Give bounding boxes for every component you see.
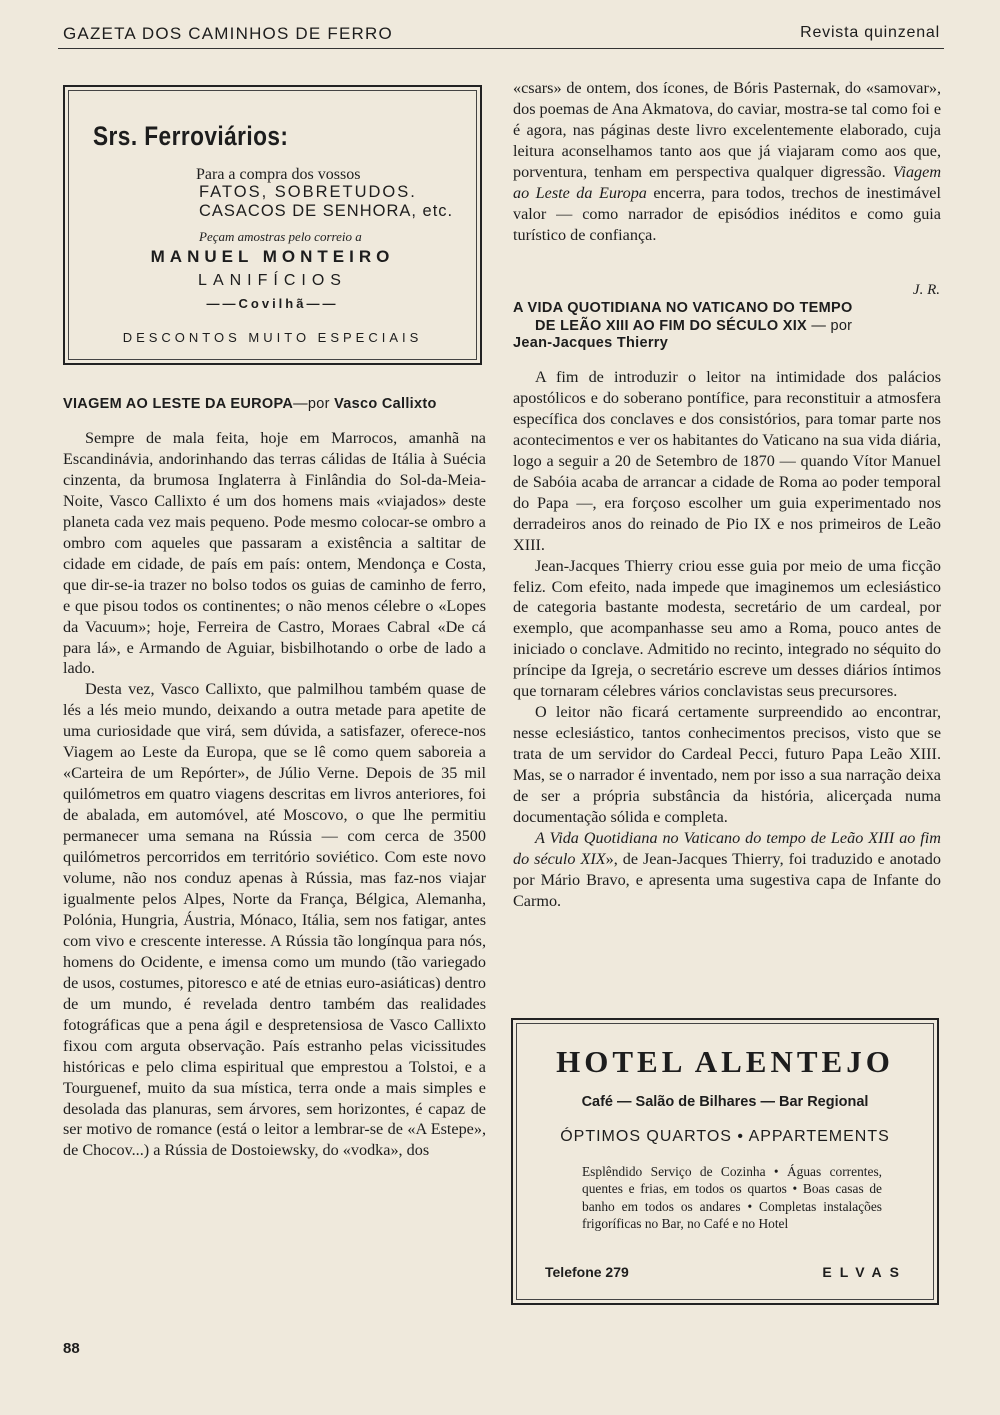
article1-continuation (513, 78, 941, 246)
article1-body (63, 428, 486, 1161)
article1-continuation-text (513, 78, 941, 246)
ad-inner-border (68, 90, 477, 360)
paragraph-text: O leitor não ficará certamente surpreendido ao encontrar, nesse eclesiástico, tantos conhecimentos precisos, visto que se trata de um servidor do Cardeal Pecci, futuro Papa Leão XIII. Mas, se o narrador é inventado, nem por isso a sua narração deixa de ser a própria substância da história, alicerçada numa documentação sólida e completa. (513, 703, 941, 827)
ad-merchant-name: MANUEL MONTEIRO (150, 247, 395, 266)
ad-hotel-alentejo (511, 1018, 939, 1305)
ad-footer: DESCONTOS MUITO ESPECIAIS (122, 330, 423, 345)
article2-title-line2 (513, 318, 941, 336)
ad-line-4: Peçam amostras pelo correio a (199, 229, 362, 244)
page-number: 88 (63, 1340, 80, 1357)
hotel-description: Esplêndido Serviço de Cozinha • Águas correntes, quentes e frias, em todos os quartos • Boas casas de banho em todos os andares • Completas instalações frigoríficas no Bar, no Café e no Hotel (582, 1164, 882, 1232)
paragraph-text: Desta vez, Vasco Callixto, que palmilhou também quase de lés a lés meio mundo, deixando a outra metade para apetite de uma curiosidade que virá, sem dúvida, a satisfazer, oferece-nos Viagem ao Leste da Europa, que se lê como quem saboreia a «Carteira de um Repórter», de Júlio Verne. Depois de 35 mil quilómetros em quatro viagens descritas em livros anteriores, foi de abalada, em automóvel, até Moscovo, o que lhe permitiu permanecer uma semana na Rússia — com cerca de 3500 quilómetros percorridos em território soviético. Com este novo volume, não nos conduz apenas à Rússia, mas faz-nos viajar igualmente pelos Alpes, Norte da França, Bélgica, Alemanha, Polónia, Hungria, Áustria, Mónaco, Itália, sem nos fatigar, antes com vivo e crescente interesse. A Rússia tão longínqua para nós, homens do Ocidente, e imensa como um mundo (tão variegado de usos, costumes, pitoresco e até de etnias euro-asiáticas) dentro de um mundo, é revelada dentro também das realidades fotográficas que a pena ágil e despretensiosa de Vasco Callixto fixou com arguta observação. País estranho pelas vicissitudes históricas e pelo clima espiritual que emprestou a Tolstoi, e a Tourguenef, muito da sua mística, terra onde a mais simples e desolada das planuras, sem árvores, sem horizontes, é capaz de ser motivo de romance (está o leitor a lembrar-se de «A Estepe», de Chocov...) a Rússia de Dostoiewsky, do «vodka», dos (63, 680, 486, 1160)
hotel-city: ELVAS (822, 1264, 907, 1280)
article2-paragraph-2 (513, 556, 941, 703)
ad-headline: Srs. Ferroviários: (93, 121, 289, 151)
paragraph-text: A fim de introduzir o leitor na intimidade dos palácios apostólicos e do soberano pontífice, para reconstituir a atmosfera específica dos conclaves e dos consistórios, para tomar parte nos acontecimentos e ver os habitantes do Vaticano na sua vida diária, logo a seguir a 20 de Setembro de 1870 — quando Vítor Manuel de Sabóia acaba de arrancar a cidade de Roma ao poder temporal do Papa —, era forçoso escolher um guia experimentado nos derradeiros anos do reinado de Pio IX e nos primeiros de Leão XIII. (513, 368, 941, 554)
article1-paragraph-2 (63, 679, 486, 1161)
article1-author: Vasco Callixto (334, 396, 437, 412)
article1-por: —por (293, 396, 330, 412)
hotel-name: HOTEL ALENTEJO (556, 1044, 894, 1079)
ad-line-3: CASACOS DE SENHORA, etc. (199, 202, 454, 220)
book-title-italic: A Vida Quotidiana no Vaticano do tempo de Leão XIII ao fim do século XIX (513, 828, 941, 868)
paragraph-text: Jean-Jacques Thierry criou esse guia por meio de uma ficção feliz. Com efeito, nada impede que imaginemos um eclesiástico de categoria bastante modesta, secretário de um cardeal, por exemplo, que acompanhasse seu amo a Roma, pouco antes de iniciado o conclave. Admitido no recinto, integrado no séquito do príncipe da Igreja, o secretário escreve um desses diários íntimos que tornaram célebres vários conclavistas seus precursores. (513, 556, 941, 701)
ad-line-1: Para a compra dos vossos (196, 166, 361, 183)
article1-title-text: VIAGEM AO LESTE DA EUROPA (63, 396, 294, 412)
article2-title-line1: A VIDA QUOTIDIANA NO VATICANO DO TEMPO (513, 300, 853, 316)
title-text: DE LEÃO XIII AO FIM DO SÉCULO XIX (535, 317, 807, 334)
ad-city: ——Covilhã—— (206, 296, 339, 311)
running-header-title: GAZETA DOS CAMINHOS DE FERRO (63, 24, 393, 43)
hotel-rooms: ÓPTIMOS QUARTOS • APPARTEMENTS (560, 1128, 890, 1145)
article2-paragraph-1 (513, 367, 941, 556)
article2-paragraph-4 (513, 828, 941, 912)
article2-title (513, 300, 941, 353)
paragraph-text: «csars» de ontem, dos ícones, de Bóris Pasternak, do «samovar», dos poemas de Ana Akmatova, do caviar, mostra-se tal como foi e é agora, nas páginas deste livro excelentemente elaborado, cuja leitura aconselhamos tanto aos que já viajaram como aos que, porventura, tenham em perspectiva qualquer digressão. (513, 79, 941, 181)
article2-por: — por (807, 317, 853, 334)
paragraph-text: Sempre de mala feita, hoje em Marrocos, amanhã na Escandinávia, andorinhando das terras cálidas de Itália à Suécia cinzenta, da brumosa Inglaterra à Finlândia do Sol-da-Meia-Noite, Vasco Callixto é um dos homens mais «viajados» deste planeta cada vez mais pequeno. Pode mesmo colocar-se ombro a ombro com aqueles que passaram a existência a saltitar de cidade em cidade, de país em país: ontem, Mendonça e Costa, que dir-se-ia trazer no bolso todos os guias de caminho de ferro, e que pisou todos os continentes; o não menos célebre o «Lopes da Vacuum»; hoje, Ferreira de Castro, Moraes Cabral «De cá para lá», e Armando de Aguiar, bisbilhotando o orbe de lado a lado. (63, 429, 486, 678)
ad-company: LANIFÍCIOS (198, 272, 347, 289)
paragraph-text: », de Jean-Jacques Thierry, foi traduzido e anotado por Mário Bravo, e apresenta uma sugestiva capa de Infante do Carmo. (513, 849, 941, 910)
header-rule (58, 48, 944, 49)
ad-line-2: FATOS, SOBRETUDOS. (199, 183, 417, 201)
book-title-italic: Viagem ao Leste da Europa (513, 162, 942, 202)
closing-text: encerra, para todos, trechos de inestimável valor — como narrador de episódios inéditos e como guia turístico de confiança. (513, 183, 941, 244)
article1-title (63, 396, 437, 412)
article1-signature: J. R. (912, 282, 940, 298)
article2-author: Jean-Jacques Thierry (513, 335, 669, 351)
article2-body (513, 367, 941, 912)
article1-paragraph-1 (63, 428, 486, 679)
hotel-phone: Telefone 279 (545, 1264, 629, 1280)
article2-paragraph-3 (513, 702, 941, 828)
ad-inner-border (516, 1023, 934, 1300)
running-header-subtitle: Revista quinzenal (800, 24, 940, 41)
hotel-services: Café — Salão de Bilhares — Bar Regional (581, 1094, 869, 1110)
ad-ferroviarios (63, 85, 482, 365)
